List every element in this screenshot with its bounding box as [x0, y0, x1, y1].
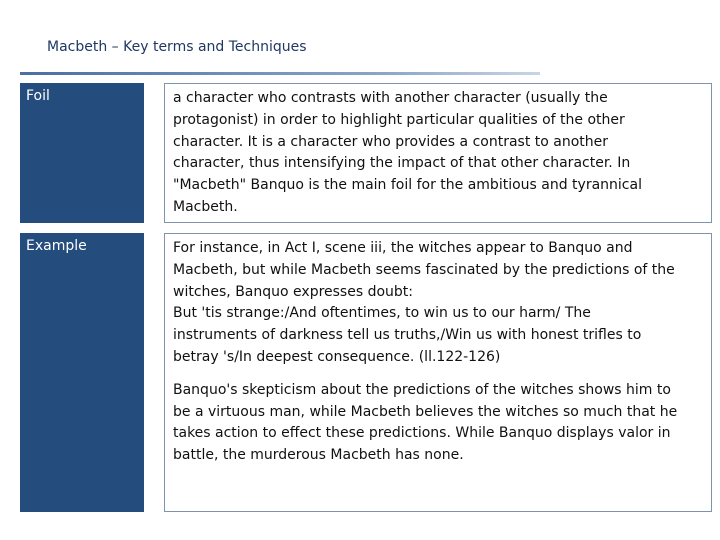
term-label: Foil — [20, 83, 144, 223]
quote-line: But 'tis strange:/And oftentimes, to win us to our harm/ The — [173, 305, 591, 322]
term-definition — [164, 233, 712, 512]
quote-line: instruments of darkness tell us truths,/Win us with honest trifles to — [173, 327, 642, 344]
definition-line: Macbeth, but while Macbeth seems fascinated by the predictions of the — [173, 261, 675, 278]
analysis-line: Banquo's skepticism about the predictions of the witches shows him to — [173, 381, 671, 398]
definition-line: character. It is a character who provides a contrast to another — [173, 133, 609, 150]
definition-line: witches, Banquo expresses doubt: — [173, 283, 414, 300]
page-title: Macbeth – Key terms and Techniques — [47, 39, 307, 55]
paragraph-gap — [173, 369, 703, 380]
definition-line: Macbeth. — [173, 198, 238, 215]
definition-line: a character who contrasts with another character (usually the — [173, 90, 608, 106]
definition-line: character, thus intensifying the impact of that other character. In — [173, 155, 631, 172]
analysis-line: battle, the murderous Macbeth has none. — [173, 447, 464, 464]
term-definition — [164, 83, 712, 223]
definition-line: For instance, in Act I, scene iii, the witches appear to Banquo and — [173, 240, 633, 256]
quote-line: betray 's/In deepest consequence. (ll.122-126) — [173, 348, 501, 365]
term-row-example — [20, 233, 712, 512]
definition-line: protagonist) in order to highlight particular qualities of the other — [173, 111, 625, 128]
term-row-foil — [20, 83, 712, 223]
definition-line: "Macbeth" Banquo is the main foil for the ambitious and tyrannical — [173, 177, 642, 194]
analysis-line: takes action to effect these predictions. While Banquo displays valor in — [173, 425, 671, 442]
analysis-line: be a virtuous man, while Macbeth believes the witches so much that he — [173, 403, 678, 420]
term-label: Example — [20, 233, 144, 512]
title-underline — [20, 72, 540, 75]
